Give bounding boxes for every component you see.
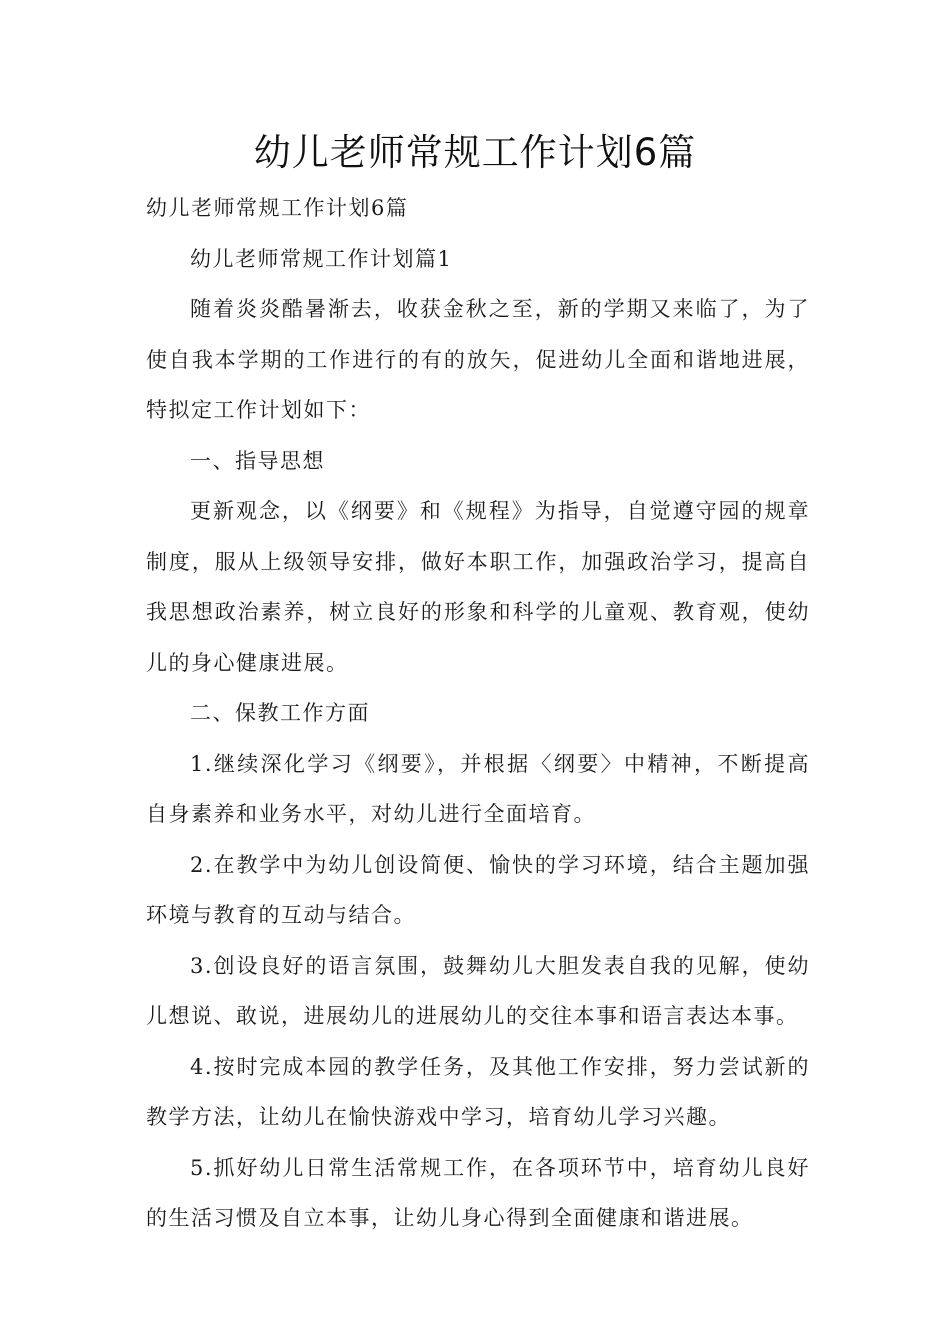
heading-guiding-ideology: 一、指导思想 <box>190 448 325 473</box>
heading-education-work: 二、保教工作方面 <box>190 701 370 725</box>
document-body <box>146 183 810 1244</box>
list-item-3: 3.创设良好的语言氛围，鼓舞幼儿大胆发表自我的见解，使幼儿想说、敢说，进展幼儿的进展幼儿的交往本事和语言表达本事。 <box>146 953 810 1028</box>
list-item-5: 5.抓好幼儿日常生活常规工作，在各项环节中，培育幼儿良好的生活习惯及自立本事，让幼儿身心得到全面健康和谐进展。 <box>146 1155 810 1230</box>
intro-paragraph: 随着炎炎酷暑渐去，收获金秋之至，新的学期又来临了，为了使自我本学期的工作进行的有的放矢，促进幼儿全面和谐地进展，特拟定工作计划如下： <box>146 297 810 422</box>
list-item-1: 1.继续深化学习《纲要》，并根据〈纲要〉中精神，不断提高自身素养和业务水平，对幼儿进行全面培育。 <box>146 751 810 826</box>
guiding-ideology-paragraph: 更新观念，以《纲要》和《规程》为指导，自觉遵守园的规章制度，服从上级领导安排，做好本职工作，加强政治学习，提高自我思想政治素养，树立良好的形象和科学的儿童观、教育观，使幼儿的身心健康进展。 <box>146 499 810 675</box>
document-title: 幼儿老师常规工作计划6篇 <box>253 131 697 174</box>
list-item-4: 4.按时完成本园的教学任务，及其他工作安排，努力尝试新的教学方法，让幼儿在愉快游戏中学习，培育幼儿学习兴趣。 <box>146 1054 810 1129</box>
subtitle-paragraph: 幼儿老师常规工作计划6篇 <box>146 196 409 220</box>
section-heading-plan-1: 幼儿老师常规工作计划篇1 <box>190 246 453 271</box>
list-item-2: 2.在教学中为幼儿创设简便、愉快的学习环境，结合主题加强环境与教育的互动与结合。 <box>146 852 810 927</box>
